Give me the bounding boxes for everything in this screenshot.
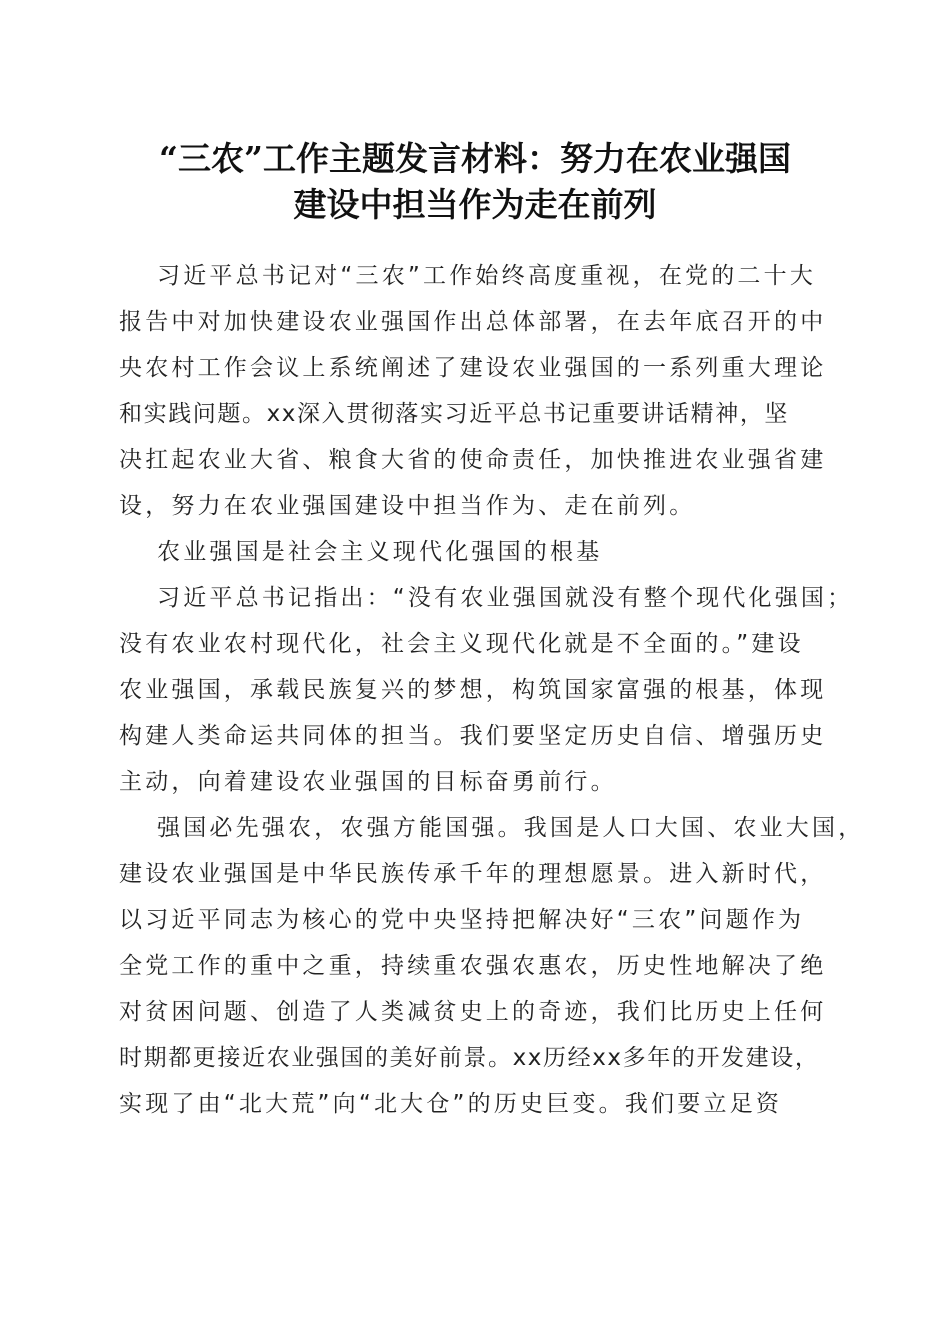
text-line: 时期都更接近农业强国的美好前景。xx历经xx多年的开发建设， xyxy=(119,1045,820,1071)
text-line: 设，努力在农业强国建设中担当作为、走在前列。 xyxy=(119,493,696,519)
text-line: 央农村工作会议上系统阐述了建设农业强国的一系列重大理论 xyxy=(119,355,827,381)
text-line: 以习近平同志为核心的党中央坚持把解决好“三农”问题作为 xyxy=(119,907,805,933)
text-line: 构建人类命运共同体的担当。我们要坚定历史自信、增强历史 xyxy=(119,723,827,749)
title-line-1: “三农”工作主题发言材料：努力在农业强国 xyxy=(159,139,791,178)
text-line: 主动，向着建设农业强国的目标奋勇前行。 xyxy=(119,769,617,795)
text-line: 习近平总书记指出：“没有农业强国就没有整个现代化强国； xyxy=(157,585,854,611)
title-line-2: 建设中担当作为走在前列 xyxy=(293,185,657,224)
text-line: 实现了由“北大荒”向“北大仓”的历史巨变。我们要立足资 xyxy=(119,1091,783,1117)
text-line: 没有农业农村现代化，社会主义现代化就是不全面的。”建设 xyxy=(119,631,804,657)
section-heading: 农业强国是社会主义现代化强国的根基 xyxy=(157,539,603,565)
text-line: 报告中对加快建设农业强国作出总体部署，在去年底召开的中 xyxy=(119,309,827,335)
text-line: 对贫困问题、创造了人类减贫史上的奇迹，我们比历史上任何 xyxy=(119,999,827,1025)
text-line: 建设农业强国是中华民族传承千年的理想愿景。进入新时代， xyxy=(119,861,827,887)
text-line: 全党工作的重中之重，持续重农强农惠农，历史性地解决了绝 xyxy=(119,953,827,979)
document-body xyxy=(119,253,865,1127)
text-line: 农业强国，承载民族复兴的梦想，构筑国家富强的根基，体现 xyxy=(119,677,827,703)
document-title xyxy=(100,136,850,228)
text-line: 习近平总书记对“三农”工作始终高度重视，在党的二十大 xyxy=(157,263,817,289)
text-line: 决扛起农业大省、粮食大省的使命责任，加快推进农业强省建 xyxy=(119,447,827,473)
text-line: 和实践问题。xx深入贯彻落实习近平总书记重要讲话精神，坚 xyxy=(119,401,790,427)
text-line: 强国必先强农，农强方能国强。我国是人口大国、农业大国， xyxy=(157,815,865,841)
